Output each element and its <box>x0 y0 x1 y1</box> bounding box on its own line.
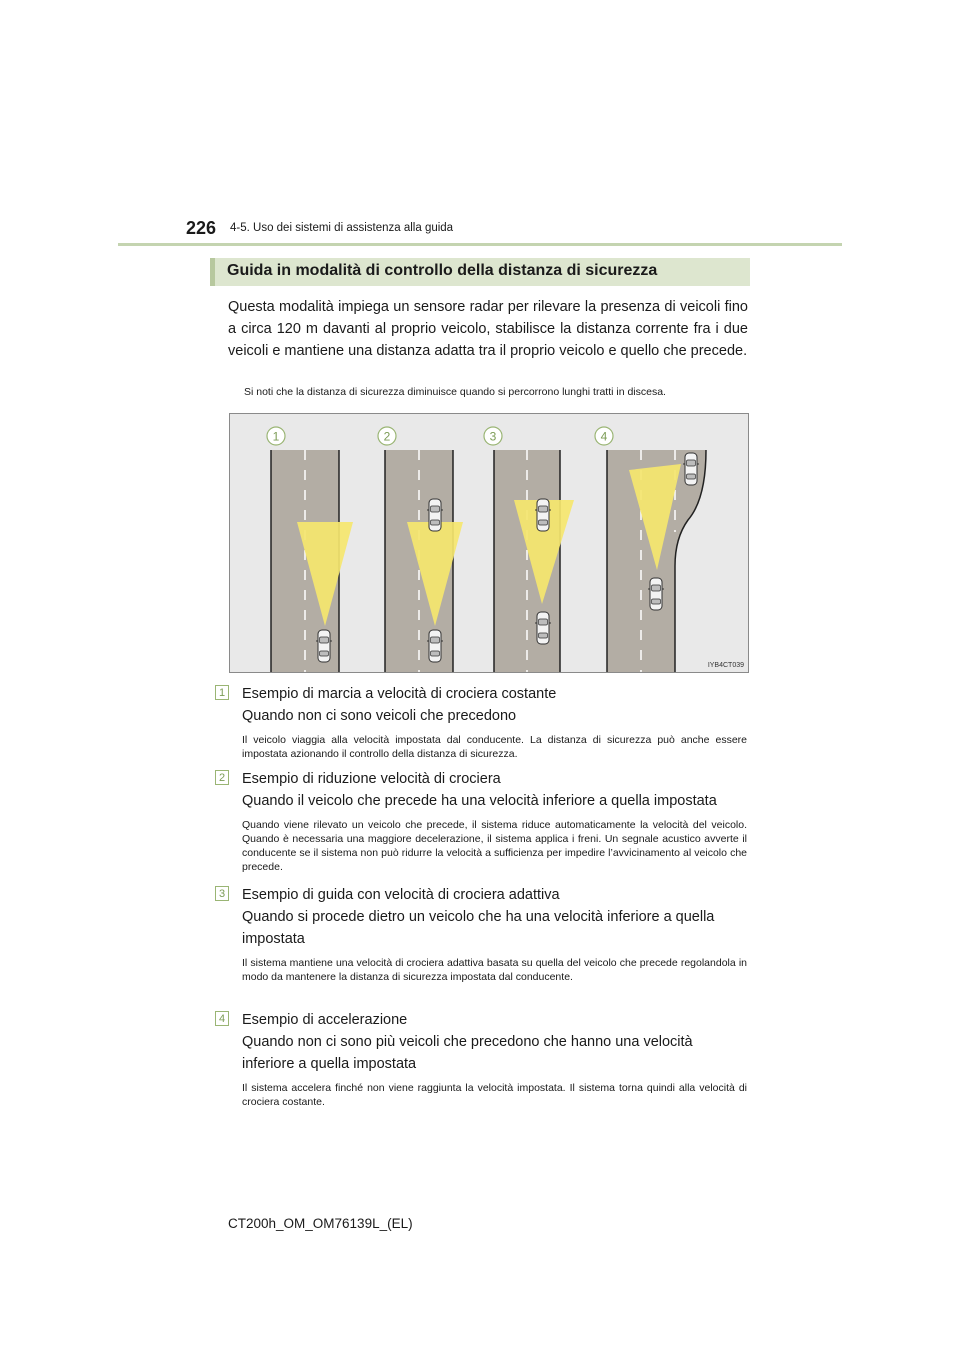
item-subtitle: Quando si procede dietro un veicolo che ha una velocità inferiore a quella impostata <box>242 909 715 947</box>
list-item <box>215 683 747 761</box>
item-number-badge: 1 <box>215 685 229 700</box>
intro-paragraph: Questa modalità impiega un sensore radar per rilevare la presenza di veicoli fino a circa 120 m davanti al proprio veicolo, stabilisce la distanza corrente fra i due veicoli e mantiene una distanza adatta tra il proprio veicolo e quello che precede. <box>228 299 748 359</box>
label-4-text: 4 <box>600 429 608 444</box>
item-number-badge: 4 <box>215 1011 229 1026</box>
item-title: Esempio di riduzione velocità di crociera <box>242 771 501 787</box>
road-3 <box>494 450 574 672</box>
item-number-badge: 2 <box>215 770 229 785</box>
item-title: Esempio di marcia a velocità di crociera costante <box>242 686 557 702</box>
section-heading-bar <box>210 258 750 286</box>
label-2 <box>378 427 396 445</box>
item-subtitle: Quando non ci sono più veicoli che precedono che hanno una velocità inferiore a quella impostata <box>242 1034 693 1072</box>
note-text: Si noti che la distanza di sicurezza diminuisce quando si percorrono lunghi tratti in discesa. <box>244 386 666 398</box>
header-divider <box>118 243 842 246</box>
road-1 <box>271 450 353 672</box>
label-3-text: 3 <box>489 429 497 444</box>
label-3 <box>484 427 502 445</box>
list-item <box>215 768 747 874</box>
label-2-text: 2 <box>383 429 391 444</box>
chapter-title: 4-5. Uso dei sistemi di assistenza alla guida <box>230 222 454 234</box>
illustration-svg <box>230 414 748 672</box>
item-title: Esempio di accelerazione <box>242 1012 408 1028</box>
item-title: Esempio di guida con velocità di crociera adattiva <box>242 887 560 903</box>
figure-code: IYB4CT039 <box>707 662 744 669</box>
document-id: CT200h_OM_OM76139L_(EL) <box>228 1216 413 1231</box>
radar-cruise-illustration <box>229 413 749 673</box>
item-body: Il veicolo viaggia alla velocità impostata dal conducente. La distanza di sicurezza può anche essere impostata azionando il controllo della distanza di sicurezza. <box>242 734 747 760</box>
road-4 <box>607 450 706 672</box>
road-2 <box>385 450 463 672</box>
item-body: Il sistema mantiene una velocità di crociera adattiva basata su quella del veicolo che precede regolandola in modo da mantenere la distanza di sicurezza impostata dal conducente. <box>242 957 747 983</box>
list-item <box>215 884 747 984</box>
label-1-text: 1 <box>272 429 280 444</box>
section-heading: Guida in modalità di controllo della distanza di sicurezza <box>227 262 658 279</box>
label-1 <box>267 427 285 445</box>
list-item <box>215 1009 747 1109</box>
page-number: 226 <box>186 218 217 238</box>
item-subtitle: Quando non ci sono veicoli che precedono <box>242 708 517 724</box>
label-4 <box>595 427 613 445</box>
item-body: Quando viene rilevato un veicolo che precede, il sistema riduce automaticamente la velocità del veicolo. Quando è necessaria una maggiore decelerazione, il sistema applica i freni. Un segnale acustico avverte il conducente se il sistema non può ridurre la velocità a sufficienza per impedire l’avvicinamento al veicolo che precede. <box>242 819 747 873</box>
item-subtitle: Quando il veicolo che precede ha una velocità inferiore a quella impostata <box>242 793 717 809</box>
item-body: Il sistema accelera finché non viene raggiunta la velocità impostata. Il sistema torna quindi alla velocità di crociera costante. <box>242 1082 747 1108</box>
item-number-badge: 3 <box>215 886 229 901</box>
